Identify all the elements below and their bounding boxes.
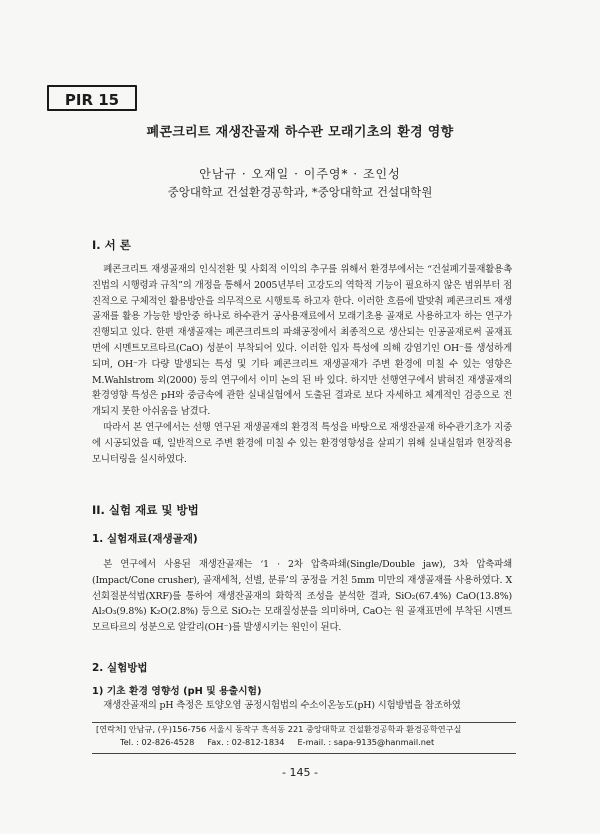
section-heading-methods: II. 실험 재료 및 방법 (92, 503, 199, 517)
page-number: - 145 - (282, 766, 318, 779)
subsubsection-heading-ph: 1) 기초 환경 영향성 (pH 및 용출시험) (92, 686, 262, 697)
materials-paragraph: 본 연구에서 사용된 재생잔골재는 ‘1 · 2차 압축파쇄(Single/Double jaw), 3차 압축파쇄(Impact/Cone crusher), 골재세척, 선별, 분류’의 공정을 거친 5mm 미만의 재생골재를 사용하였다. X선회절분석법(XRF)를 통하여 재생잔골재의 화학적 조성을 분석한 결과, SiO₂(67.4%) CaO(13.8%) Al₂O₃(9.8%) K₂O(2.8%) 등으로 SiO₂는 모래질성분을 의미하며, CaO는 원 골재표면에 부착된 시멘트모르타르의 성분으로 알칼리(OH⁻)를 발생시키는 원인이 된다. (92, 559, 512, 634)
introduction-paragraph: 폐콘크리트 재생골재의 인식전환 및 사회적 이익의 추구를 위해서 환경부에서는 “건설폐기물재활용촉진법의 시행령과 규칙”의 개정을 통해서 2005년부터 고강도의 역학적 기능이 필요하지 않은 범위부터 점진적으로 구체적인 활용방안을 의무적으로 시행토록 하고자 한다. 이러한 흐름에 발맞춰 폐콘크리트 재생골재를 활용 가능한 방안중 하나로 하수관거 공사용재료에서 모래기초용 골재로 사용하고자 하는 연구가 진행되고 있다. 한편 재생골재는 폐콘크리트의 파쇄공정에서 최종적으로 생산되는 인공골재로써 골재표면에 시멘트모르타르(CaO) 성분이 부착되어 있다. 이러한 입자 특성에 의해 강염기인 OH⁻를 생성하게 되며, OH⁻가 다량 발생되는 특성 및 기타 폐콘크리트 재생골재가 주변 환경에 미칠 수 있는 영향은 M.Wahlstrom 외(2000) 등의 연구에서 이미 논의 된 바 있다. 하지만 선행연구에서 밝혀진 재생골재의 환경영향 특성은 pH와 중금속에 관한 실내실험에서 도출된 결과로 보다 자세하고 체계적인 검증으로 전개되지 못한 아쉬움을 남겼다. (92, 264, 512, 418)
introduction-paragraph: 따라서 본 연구에서는 선행 연구된 재생골재의 환경적 특성을 바탕으로 재생잔골재 하수관기초가 지중에 시공되었을 때, 일반적으로 주변 환경에 미칠 수 있는 환경영향성을 살피기 위해 실내실험과 현장적용 모니터링을 실시하였다. (92, 421, 512, 465)
contact-line-phone: Tel. : 02-826-4528 Fax. : 02-812-1834 E-mail. : sapa-9135@hanmail.net (120, 737, 435, 747)
authors: 안남규 · 오재일 · 이주영* · 조인성 (199, 167, 401, 181)
subsection-heading-materials: 1. 실험재료(재생골재) (92, 533, 198, 545)
contact-line-address: [연락처] 안남규, (우)156-756 서울시 동작구 흑석동 221 중앙대학교 건설환경공학과 환경공학연구실 (96, 724, 462, 734)
subsection-heading-method: 2. 실험방법 (92, 662, 148, 674)
paper-title: 폐콘크리트 재생잔골재 하수관 모래기초의 환경 영향 (146, 125, 454, 140)
affiliation: 중앙대학교 건설환경공학과, *중앙대학교 건설대학원 (167, 185, 433, 199)
materials-body (92, 557, 512, 636)
contact-footer (92, 722, 516, 754)
session-badge: PIR 15 (47, 85, 137, 111)
introduction-body (92, 262, 512, 467)
section-heading-introduction: I. 서 론 (92, 238, 131, 252)
ph-body (92, 698, 512, 714)
ph-paragraph: 재생잔골재의 pH 측정은 토양오염 공정시험법의 수소이온농도(pH) 시험방법을 참조하였 (103, 700, 461, 711)
